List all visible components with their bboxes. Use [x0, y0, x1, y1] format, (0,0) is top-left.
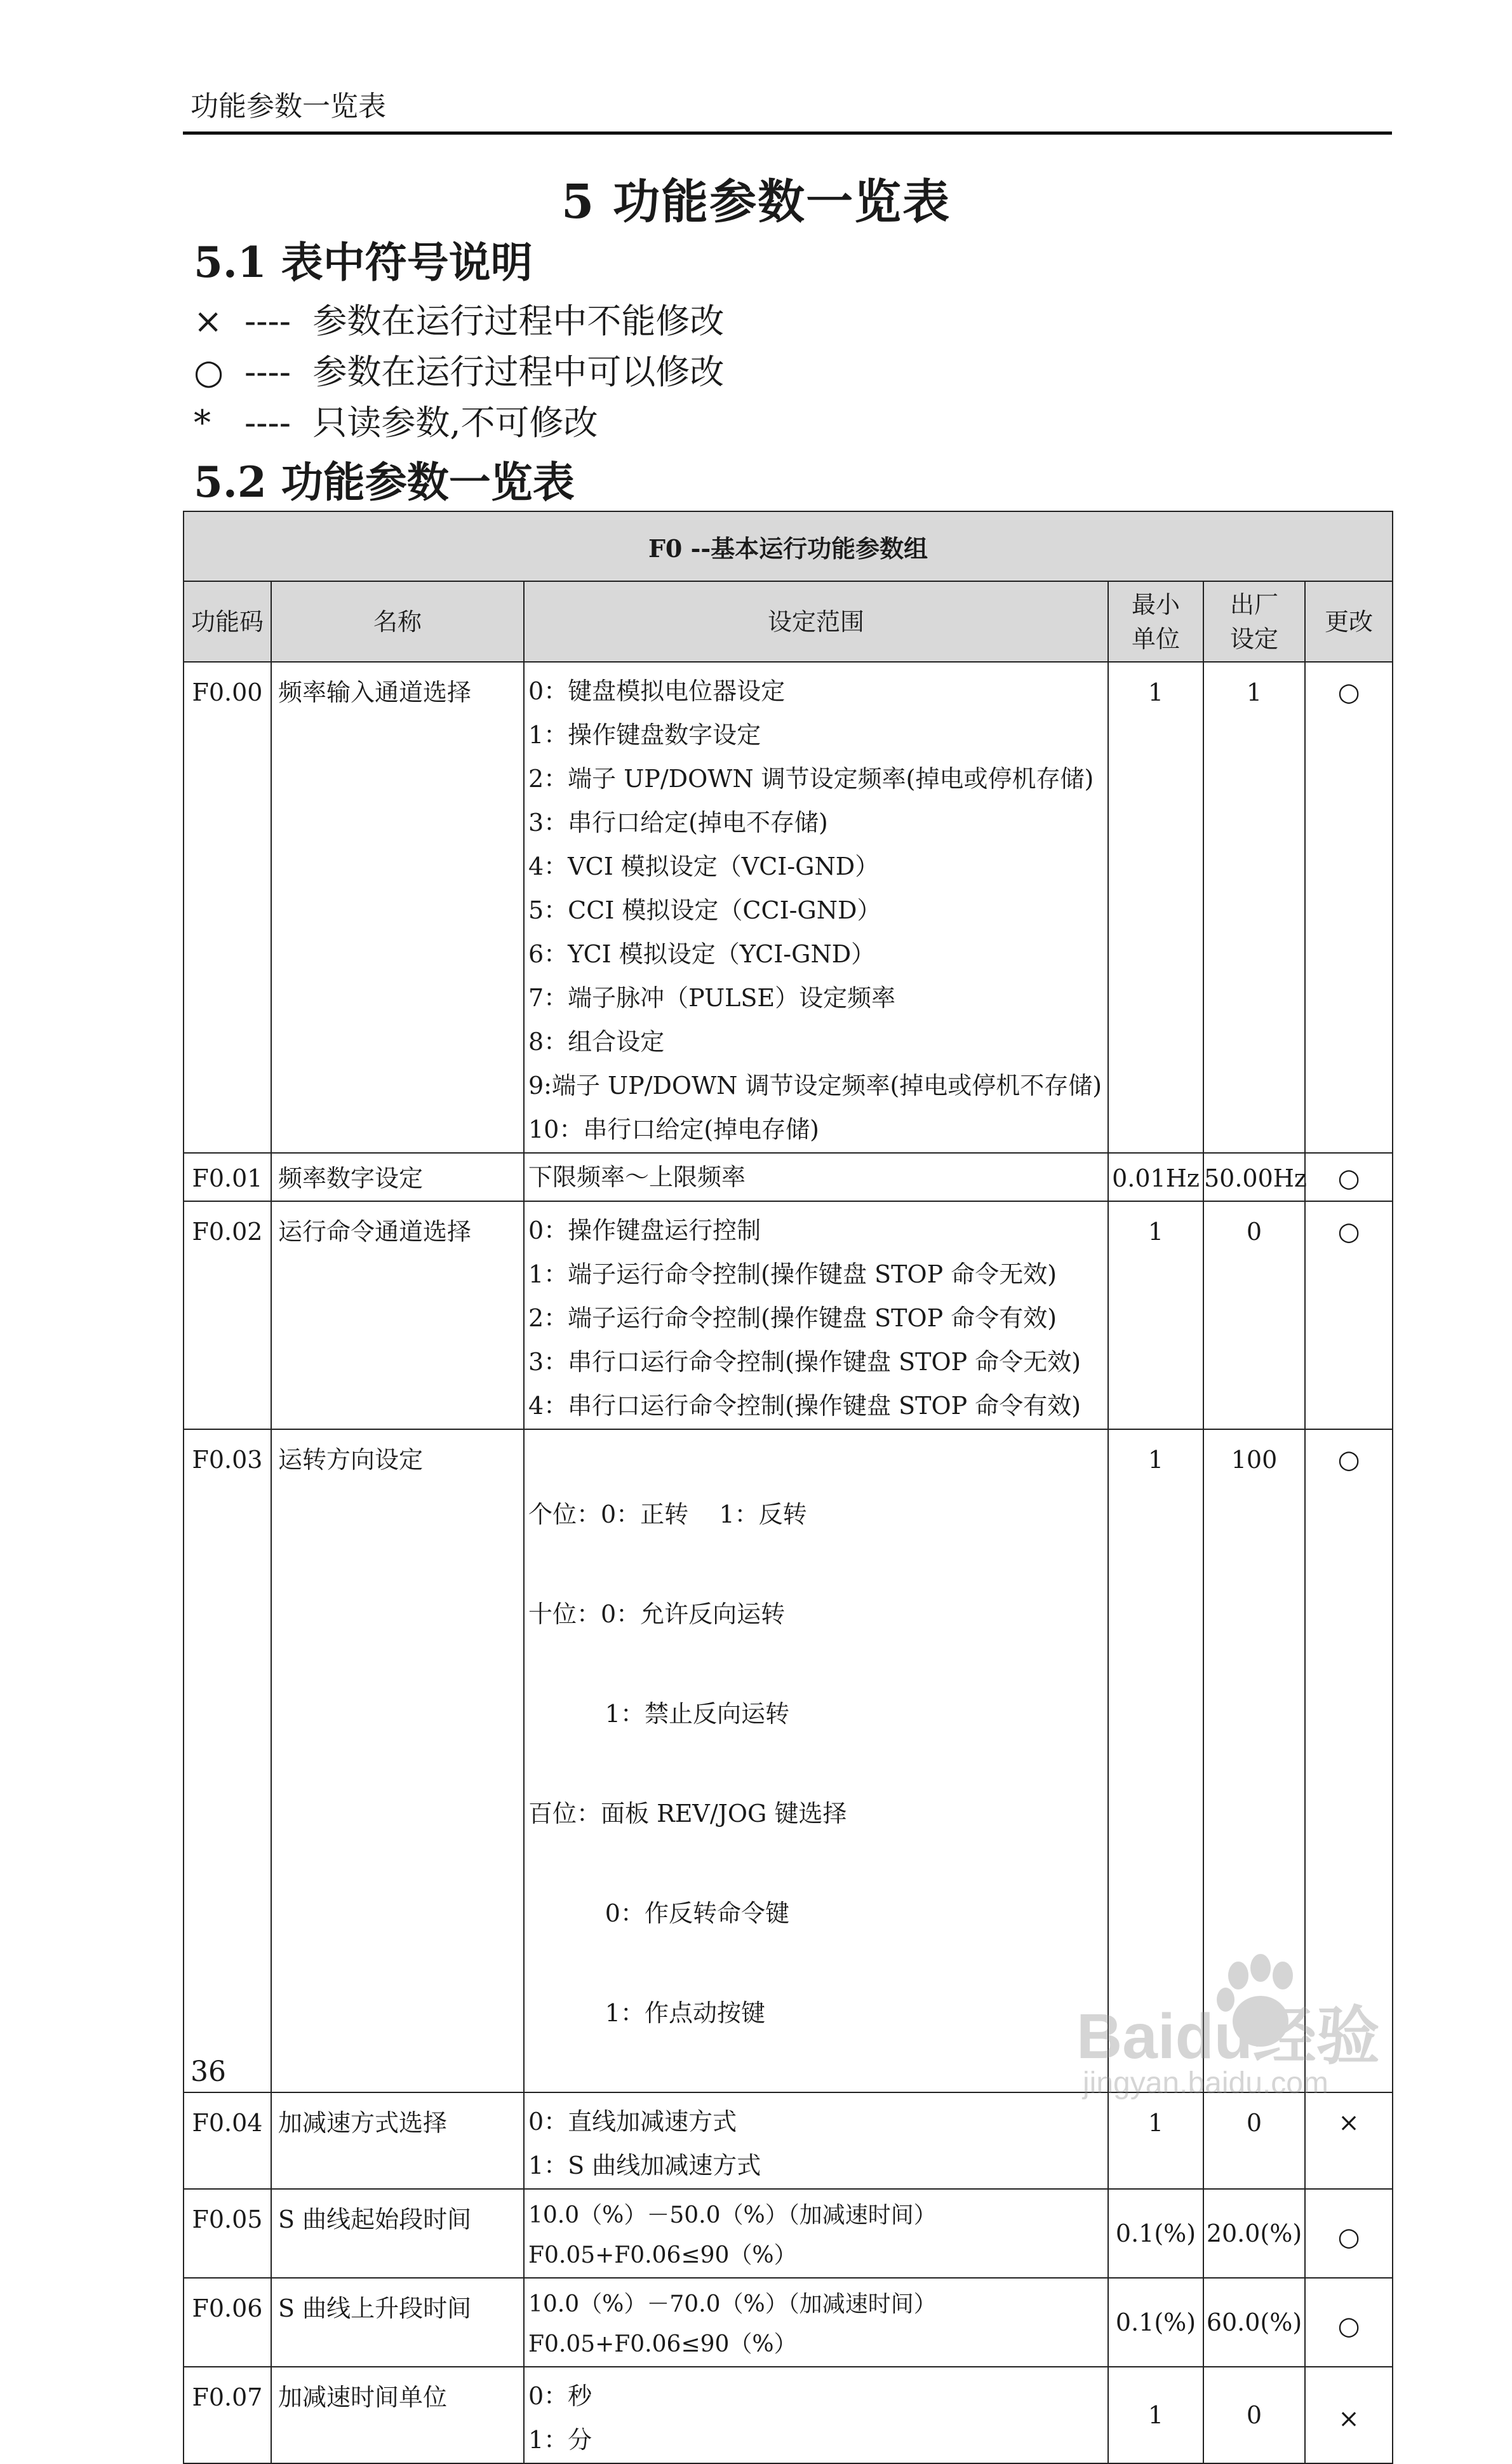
range-line: 4：VCI 模拟设定（VCI-GND） [528, 852, 880, 880]
header-min-unit-line2: 单位 [1131, 624, 1180, 653]
range-line: 1：作点动按键 [528, 1999, 765, 2027]
asterisk-symbol: * [194, 403, 211, 443]
table-header-row [184, 581, 1393, 662]
range-line: 10.0（%）－50.0（%）（加减速时间） [528, 2202, 937, 2228]
range-line: 0：秒 [528, 2382, 592, 2410]
range-line: 2：端子运行命令控制(操作键盘 STOP 命令有效) [528, 1304, 1057, 1332]
cell-code: F0.04 [184, 2092, 271, 2189]
cell-factory: 60.0(%) [1203, 2278, 1305, 2367]
cell-name: 频率输入通道选择 [271, 662, 524, 1153]
cell-min-unit: 1 [1108, 1201, 1203, 1429]
range-line: 5：CCI 模拟设定（CCI-GND） [528, 896, 881, 924]
table-row [184, 662, 1393, 1153]
range-line: 1：操作键盘数字设定 [528, 721, 761, 749]
cell-range [524, 2189, 1108, 2278]
header-name: 名称 [271, 581, 524, 662]
cell-name: S 曲线上升段时间 [271, 2278, 524, 2367]
cell-factory: 50.00Hz [1203, 1153, 1305, 1201]
cell-factory: 20.0(%) [1203, 2189, 1305, 2278]
header-factory-line1: 出厂 [1229, 590, 1278, 619]
cell-name: 运转方向设定 [271, 1429, 524, 2092]
header-min-unit-line1: 最小 [1131, 590, 1180, 619]
cell-code: F0.05 [184, 2189, 271, 2278]
cell-name: 加减速时间单位 [271, 2367, 524, 2463]
range-line: 1：分 [528, 2426, 592, 2454]
range-line: 10.0（%）－70.0（%）（加减速时间） [528, 2291, 937, 2317]
cell-factory: 0 [1203, 2092, 1305, 2189]
table-row [184, 2367, 1393, 2463]
cell-min-unit: 1 [1108, 1429, 1203, 2092]
legend-text: ---- 参数在运行过程中不能修改 [244, 301, 725, 341]
range-line: 十位：0：允许反向运转 [528, 1600, 786, 1628]
range-line: 4：串行口运行命令控制(操作键盘 STOP 命令有效) [528, 1392, 1081, 1420]
cell-range [524, 662, 1108, 1153]
range-line: 0：直线加减速方式 [528, 2108, 737, 2136]
range-line: 10：串行口给定(掉电存储) [528, 1115, 820, 1143]
legend-item-read-only [194, 398, 598, 448]
range-line: 百位：面板 REV/JOG 键选择 [528, 1800, 847, 1828]
cell-change: × [1305, 2367, 1393, 2463]
chapter-title: 5 功能参数一览表 [561, 175, 951, 229]
cell-change: ○ [1305, 2189, 1393, 2278]
cell-name: 频率数字设定 [271, 1153, 524, 1201]
cell-name: 加减速方式选择 [271, 2092, 524, 2189]
cell-change: ○ [1305, 2278, 1393, 2367]
cell-change: ○ [1305, 1201, 1393, 1429]
cell-min-unit: 0.1(%) [1108, 2189, 1203, 2278]
cell-code: F0.06 [184, 2278, 271, 2367]
cell-change: ○ [1305, 1153, 1393, 1201]
range-line: 9:端子 UP/DOWN 调节设定频率(掉电或停机不存储) [528, 1072, 1102, 1100]
range-line: 6：YCI 模拟设定（YCI-GND） [528, 940, 876, 968]
watermark-brand: Baidu经验 [1076, 2001, 1380, 2072]
cell-code: F0.03 [184, 1429, 271, 2092]
range-line: F0.05+F0.06≤90（%） [528, 2331, 797, 2357]
paw-toe-icon [1228, 1962, 1248, 1989]
range-line: 1：禁止反向运转 [528, 1700, 789, 1728]
cell-name: S 曲线起始段时间 [271, 2189, 524, 2278]
cell-code: F0.02 [184, 1201, 271, 1429]
legend-item-not-modifiable [194, 296, 724, 347]
range-line: 1：S 曲线加减速方式 [528, 2151, 761, 2179]
cell-range [524, 2278, 1108, 2367]
header-rule [183, 131, 1392, 135]
range-line: 0：键盘模拟电位器设定 [528, 677, 786, 705]
legend-text: ---- 参数在运行过程中可以修改 [244, 352, 725, 392]
range-line: 个位：0：正转 1：反转 [528, 1500, 807, 1528]
cell-range [524, 1429, 1108, 2092]
cell-min-unit: 1 [1108, 662, 1203, 1153]
range-line: 0：操作键盘运行控制 [528, 1216, 761, 1244]
table-row [184, 2189, 1393, 2278]
cell-factory: 0 [1203, 1201, 1305, 1429]
range-line: 3：串行口给定(掉电不存储) [528, 809, 828, 837]
cell-change: × [1305, 2092, 1393, 2189]
table-row [184, 1201, 1393, 1429]
section-title-5-1: 5.1 表中符号说明 [194, 238, 533, 287]
cell-factory: 100 [1203, 1429, 1305, 2092]
range-line: 2：端子 UP/DOWN 调节设定频率(掉电或停机存储) [528, 765, 1094, 793]
range-line: 1：端子运行命令控制(操作键盘 STOP 命令无效) [528, 1260, 1057, 1288]
paw-toe-icon [1250, 1954, 1271, 1982]
cell-range [524, 2367, 1108, 2463]
header-factory-line2: 设定 [1229, 624, 1278, 653]
running-header-title: 功能参数一览表 [191, 90, 386, 123]
function-parameter-table [183, 511, 1393, 2464]
header-min-unit [1108, 581, 1203, 662]
range-line: 7：端子脉冲（PULSE）设定频率 [528, 984, 896, 1012]
cell-range [524, 2092, 1108, 2189]
header-factory [1203, 581, 1305, 662]
range-line: 0：作反转命令键 [528, 1899, 789, 1927]
cell-change: ○ [1305, 662, 1393, 1153]
cell-factory: 0 [1203, 2367, 1305, 2463]
circle-symbol: ○ [194, 352, 224, 392]
cell-range [524, 1153, 1108, 1201]
table-group-title: F0 --基本运行功能参数组 [184, 511, 1393, 581]
cell-min-unit: 0.01Hz [1108, 1153, 1203, 1201]
baidu-jingyan-watermark [1070, 1950, 1426, 2103]
cell-min-unit: 0.1(%) [1108, 2278, 1203, 2367]
table-row [184, 2278, 1393, 2367]
cell-min-unit: 1 [1108, 2092, 1203, 2189]
range-line: 8：组合设定 [528, 1028, 665, 1056]
cell-range [524, 1201, 1108, 1429]
header-range: 设定范围 [524, 581, 1108, 662]
cell-code: F0.01 [184, 1153, 271, 1201]
range-line: F0.05+F0.06≤90（%） [528, 2242, 797, 2268]
range-line: 3：串行口运行命令控制(操作键盘 STOP 命令无效) [528, 1348, 1081, 1376]
legend-text: ---- 只读参数,不可修改 [244, 403, 598, 443]
cell-code: F0.07 [184, 2367, 271, 2463]
cross-symbol: × [194, 301, 223, 341]
paw-toe-icon [1273, 1962, 1293, 1989]
table-row [184, 2092, 1393, 2189]
cell-code: F0.00 [184, 662, 271, 1153]
cell-factory: 1 [1203, 662, 1305, 1153]
cell-min-unit: 1 [1108, 2367, 1203, 2463]
watermark-url: jingyan.baidu.com [1083, 2066, 1328, 2100]
cell-change: ○ [1305, 1429, 1393, 2092]
range-line: 下限频率～上限频率 [528, 1163, 746, 1191]
header-code: 功能码 [184, 581, 271, 662]
table-row [184, 1153, 1393, 1201]
legend-item-modifiable [194, 347, 724, 398]
cell-name: 运行命令通道选择 [271, 1201, 524, 1429]
page-number: 36 [191, 2056, 226, 2088]
header-change: 更改 [1305, 581, 1393, 662]
section-title-5-2: 5.2 功能参数一览表 [194, 457, 575, 507]
